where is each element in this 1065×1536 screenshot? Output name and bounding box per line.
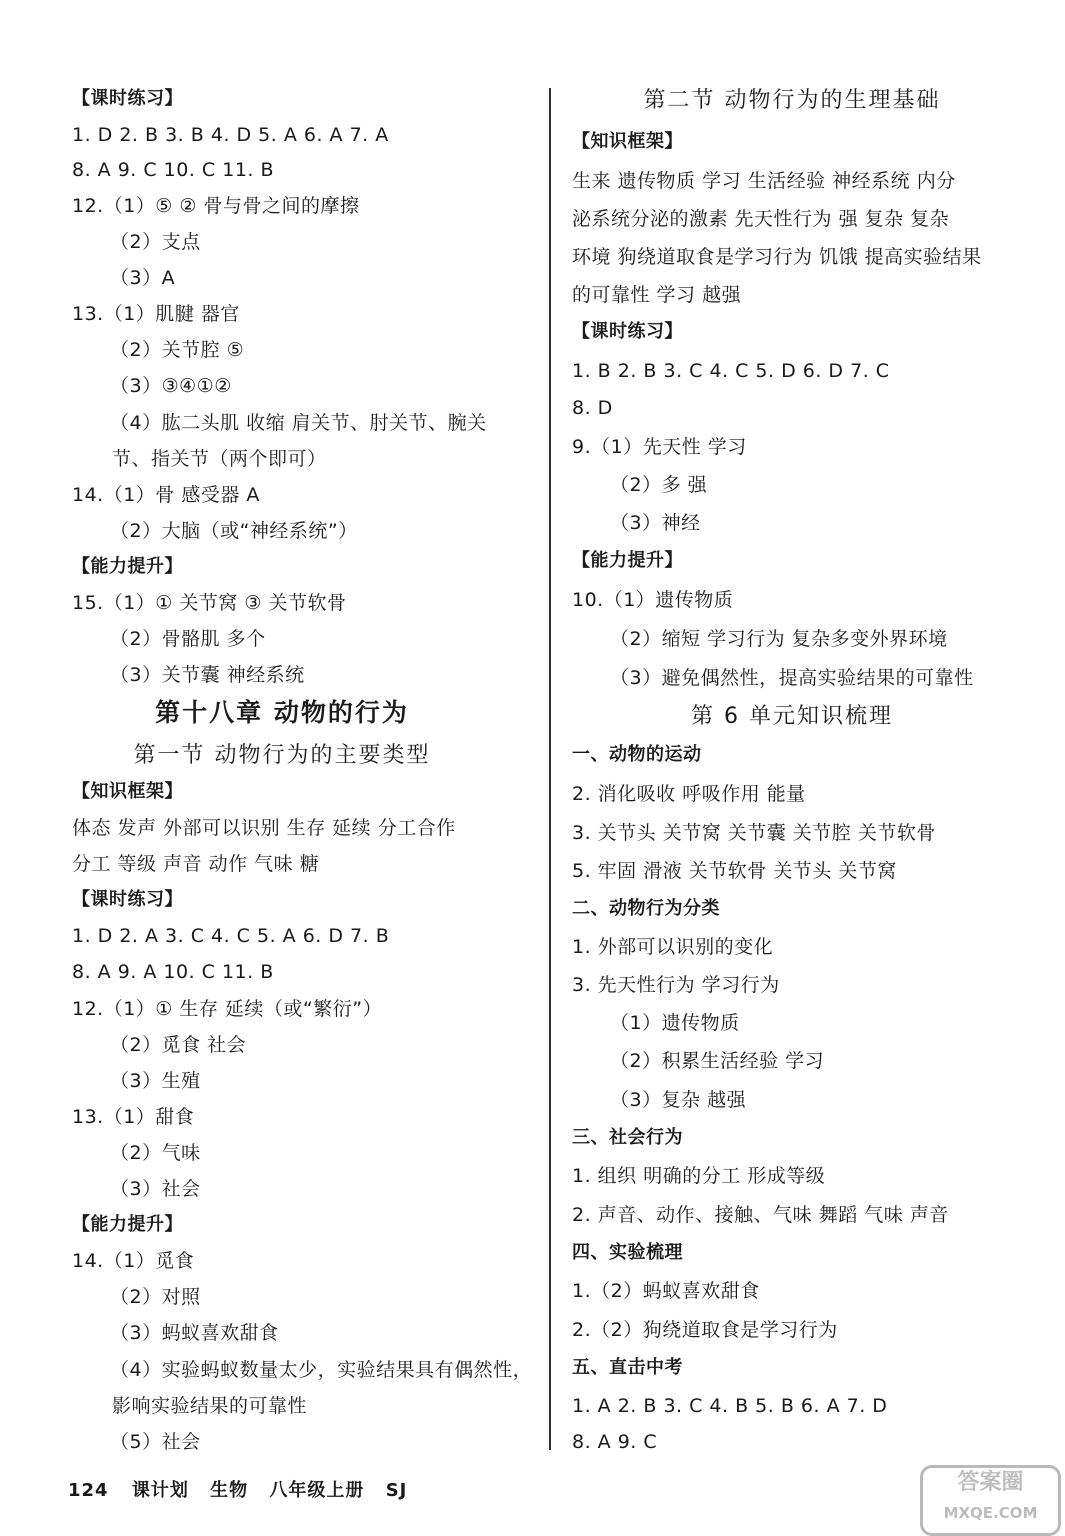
- answer-line: 14.（1）觅食: [72, 1250, 195, 1272]
- answer-subline: （2）支点: [110, 231, 201, 253]
- section-heading: 【能力提升】: [72, 1214, 183, 1235]
- answer-line: 2.（2）狗绕道取食是学习行为: [572, 1319, 838, 1341]
- answer-line: 13.（1）肌腱 器官: [72, 303, 240, 325]
- chapter-title: 第十八章 动物的行为: [155, 698, 409, 727]
- answer-line: 5. 牢固 滑液 关节软骨 关节头 关节窝: [572, 860, 897, 882]
- answer-line: 1. D 2. B 3. B 4. D 5. A 6. A 7. A: [72, 124, 389, 146]
- watermark-url: MXQE.COM: [943, 1504, 1038, 1522]
- answer-subline: （5）社会: [110, 1431, 201, 1453]
- answer-line: 1. A 2. B 3. C 4. B 5. B 6. A 7. D: [572, 1395, 888, 1417]
- answer-line: 的可靠性 学习 越强: [572, 284, 742, 306]
- answer-subline: （2）骨骼肌 多个: [110, 628, 266, 650]
- answer-line: 1. B 2. B 3. C 4. C 5. D 6. D 7. C: [572, 360, 890, 382]
- page-number: 124: [68, 1480, 109, 1501]
- section-heading: 二、动物行为分类: [572, 898, 720, 919]
- answer-subline: （3）避免偶然性，提高实验结果的可靠性: [610, 667, 974, 689]
- section-heading: 【课时练习】: [72, 88, 183, 109]
- answer-line: 3. 先天性行为 学习行为: [572, 974, 780, 996]
- section-title: 第一节 动物行为的主要类型: [133, 743, 431, 768]
- answer-line: 环境 狗绕道取食是学习行为 饥饿 提高实验结果: [572, 246, 982, 268]
- answer-subline: （2）觅食 社会: [110, 1034, 247, 1056]
- answer-subline: （3）蚂蚁喜欢甜食: [110, 1322, 279, 1344]
- book-series: 课计划: [131, 1480, 189, 1501]
- answer-line: 2. 消化吸收 呼吸作用 能量: [572, 783, 806, 805]
- section-heading: 一、动物的运动: [572, 744, 702, 765]
- answer-line: 分工 等级 声音 动作 气味 糖: [72, 853, 320, 875]
- answer-line: 生来 遗传物质 学习 生活经验 神经系统 内分: [572, 170, 956, 192]
- answer-subline: （2）积累生活经验 学习: [610, 1050, 825, 1072]
- answer-line: 13.（1）甜食: [72, 1106, 195, 1128]
- answer-line: 12.（1）⑤ ② 骨与骨之间的摩擦: [72, 195, 360, 217]
- answer-line: 10.（1）遗传物质: [572, 589, 734, 611]
- answer-subline: （3）③④①②: [110, 375, 232, 397]
- answer-subline: （4）实验蚂蚁数量太少，实验结果具有偶然性，: [110, 1359, 533, 1381]
- answer-subline: （2）气味: [110, 1142, 201, 1164]
- answer-subline: （3）关节囊 神经系统: [110, 664, 305, 686]
- answer-subline: （2）多 强: [610, 474, 708, 496]
- subject-label: 生物: [210, 1480, 249, 1501]
- watermark-text: 答案圈: [957, 1470, 1024, 1495]
- grade-label: 八年级上册: [269, 1480, 365, 1501]
- answer-subline: （2）关节腔 ⑤: [110, 339, 245, 361]
- column-divider: [549, 88, 551, 1450]
- section-heading: 【知识框架】: [72, 781, 183, 802]
- edition-label: SJ: [385, 1480, 408, 1501]
- answer-line: 泌系统分泌的激素 先天性行为 强 复杂 复杂: [572, 208, 950, 230]
- answer-subline: （3）生殖: [110, 1070, 201, 1092]
- section-heading: 【能力提升】: [72, 556, 183, 577]
- answer-continuation: 节、指关节（两个即可）: [112, 448, 327, 470]
- answer-subline: （3）神经: [610, 512, 701, 534]
- answer-line: 8. A 9. A 10. C 11. B: [72, 961, 274, 983]
- section-heading: 五、直击中考: [572, 1357, 683, 1378]
- section-heading: 三、社会行为: [572, 1127, 683, 1148]
- section-heading: 【课时练习】: [572, 321, 683, 342]
- answer-line: 15.（1）① 关节窝 ③ 关节软骨: [72, 592, 347, 614]
- answer-line: 12.（1）① 生存 延续（或“繁衍”）: [72, 998, 383, 1020]
- answer-line: 1. D 2. A 3. C 4. C 5. A 6. D 7. B: [72, 925, 390, 947]
- section-heading: 【课时练习】: [72, 889, 183, 910]
- answer-subline: （2）大脑（或“神经系统”）: [110, 520, 358, 542]
- section-title: 第二节 动物行为的生理基础: [643, 88, 941, 113]
- answer-line: 1. 组织 明确的分工 形成等级: [572, 1165, 826, 1187]
- answer-subline: （3）复杂 越强: [610, 1089, 747, 1111]
- section-heading: 四、实验梳理: [572, 1242, 683, 1263]
- section-title: 第 6 单元知识梳理: [691, 704, 893, 729]
- watermark-logo: [920, 1465, 1061, 1536]
- answer-subline: （2）缩短 学习行为 复杂多变外界环境: [610, 628, 948, 650]
- section-heading: 【知识框架】: [572, 131, 683, 152]
- answer-line: 9.（1）先天性 学习: [572, 436, 747, 458]
- answer-subline: （3）A: [110, 267, 176, 289]
- answer-continuation: 影响实验结果的可靠性: [112, 1395, 308, 1417]
- answer-line: 8. A 9. C: [572, 1431, 658, 1453]
- answer-line: 8. A 9. C 10. C 11. B: [72, 159, 275, 181]
- answer-line: 1.（2）蚂蚁喜欢甜食: [572, 1280, 760, 1302]
- answer-line: 8. D: [572, 397, 613, 419]
- section-heading: 【能力提升】: [572, 550, 683, 571]
- answer-subline: （1）遗传物质: [610, 1012, 740, 1034]
- answer-line: 3. 关节头 关节窝 关节囊 关节腔 关节软骨: [572, 822, 936, 844]
- answer-line: 体态 发声 外部可以识别 生存 延续 分工合作: [72, 817, 456, 839]
- answer-line: 1. 外部可以识别的变化: [572, 936, 774, 958]
- answer-subline: （3）社会: [110, 1178, 201, 1200]
- answer-subline: （4）肱二头肌 收缩 肩关节、肘关节、腕关: [110, 412, 487, 434]
- answer-line: 2. 声音、动作、接触、气味 舞蹈 气味 声音: [572, 1204, 949, 1226]
- answer-line: 14.（1）骨 感受器 A: [72, 484, 260, 506]
- page-footer: [68, 1476, 421, 1502]
- answer-subline: （2）对照: [110, 1286, 201, 1308]
